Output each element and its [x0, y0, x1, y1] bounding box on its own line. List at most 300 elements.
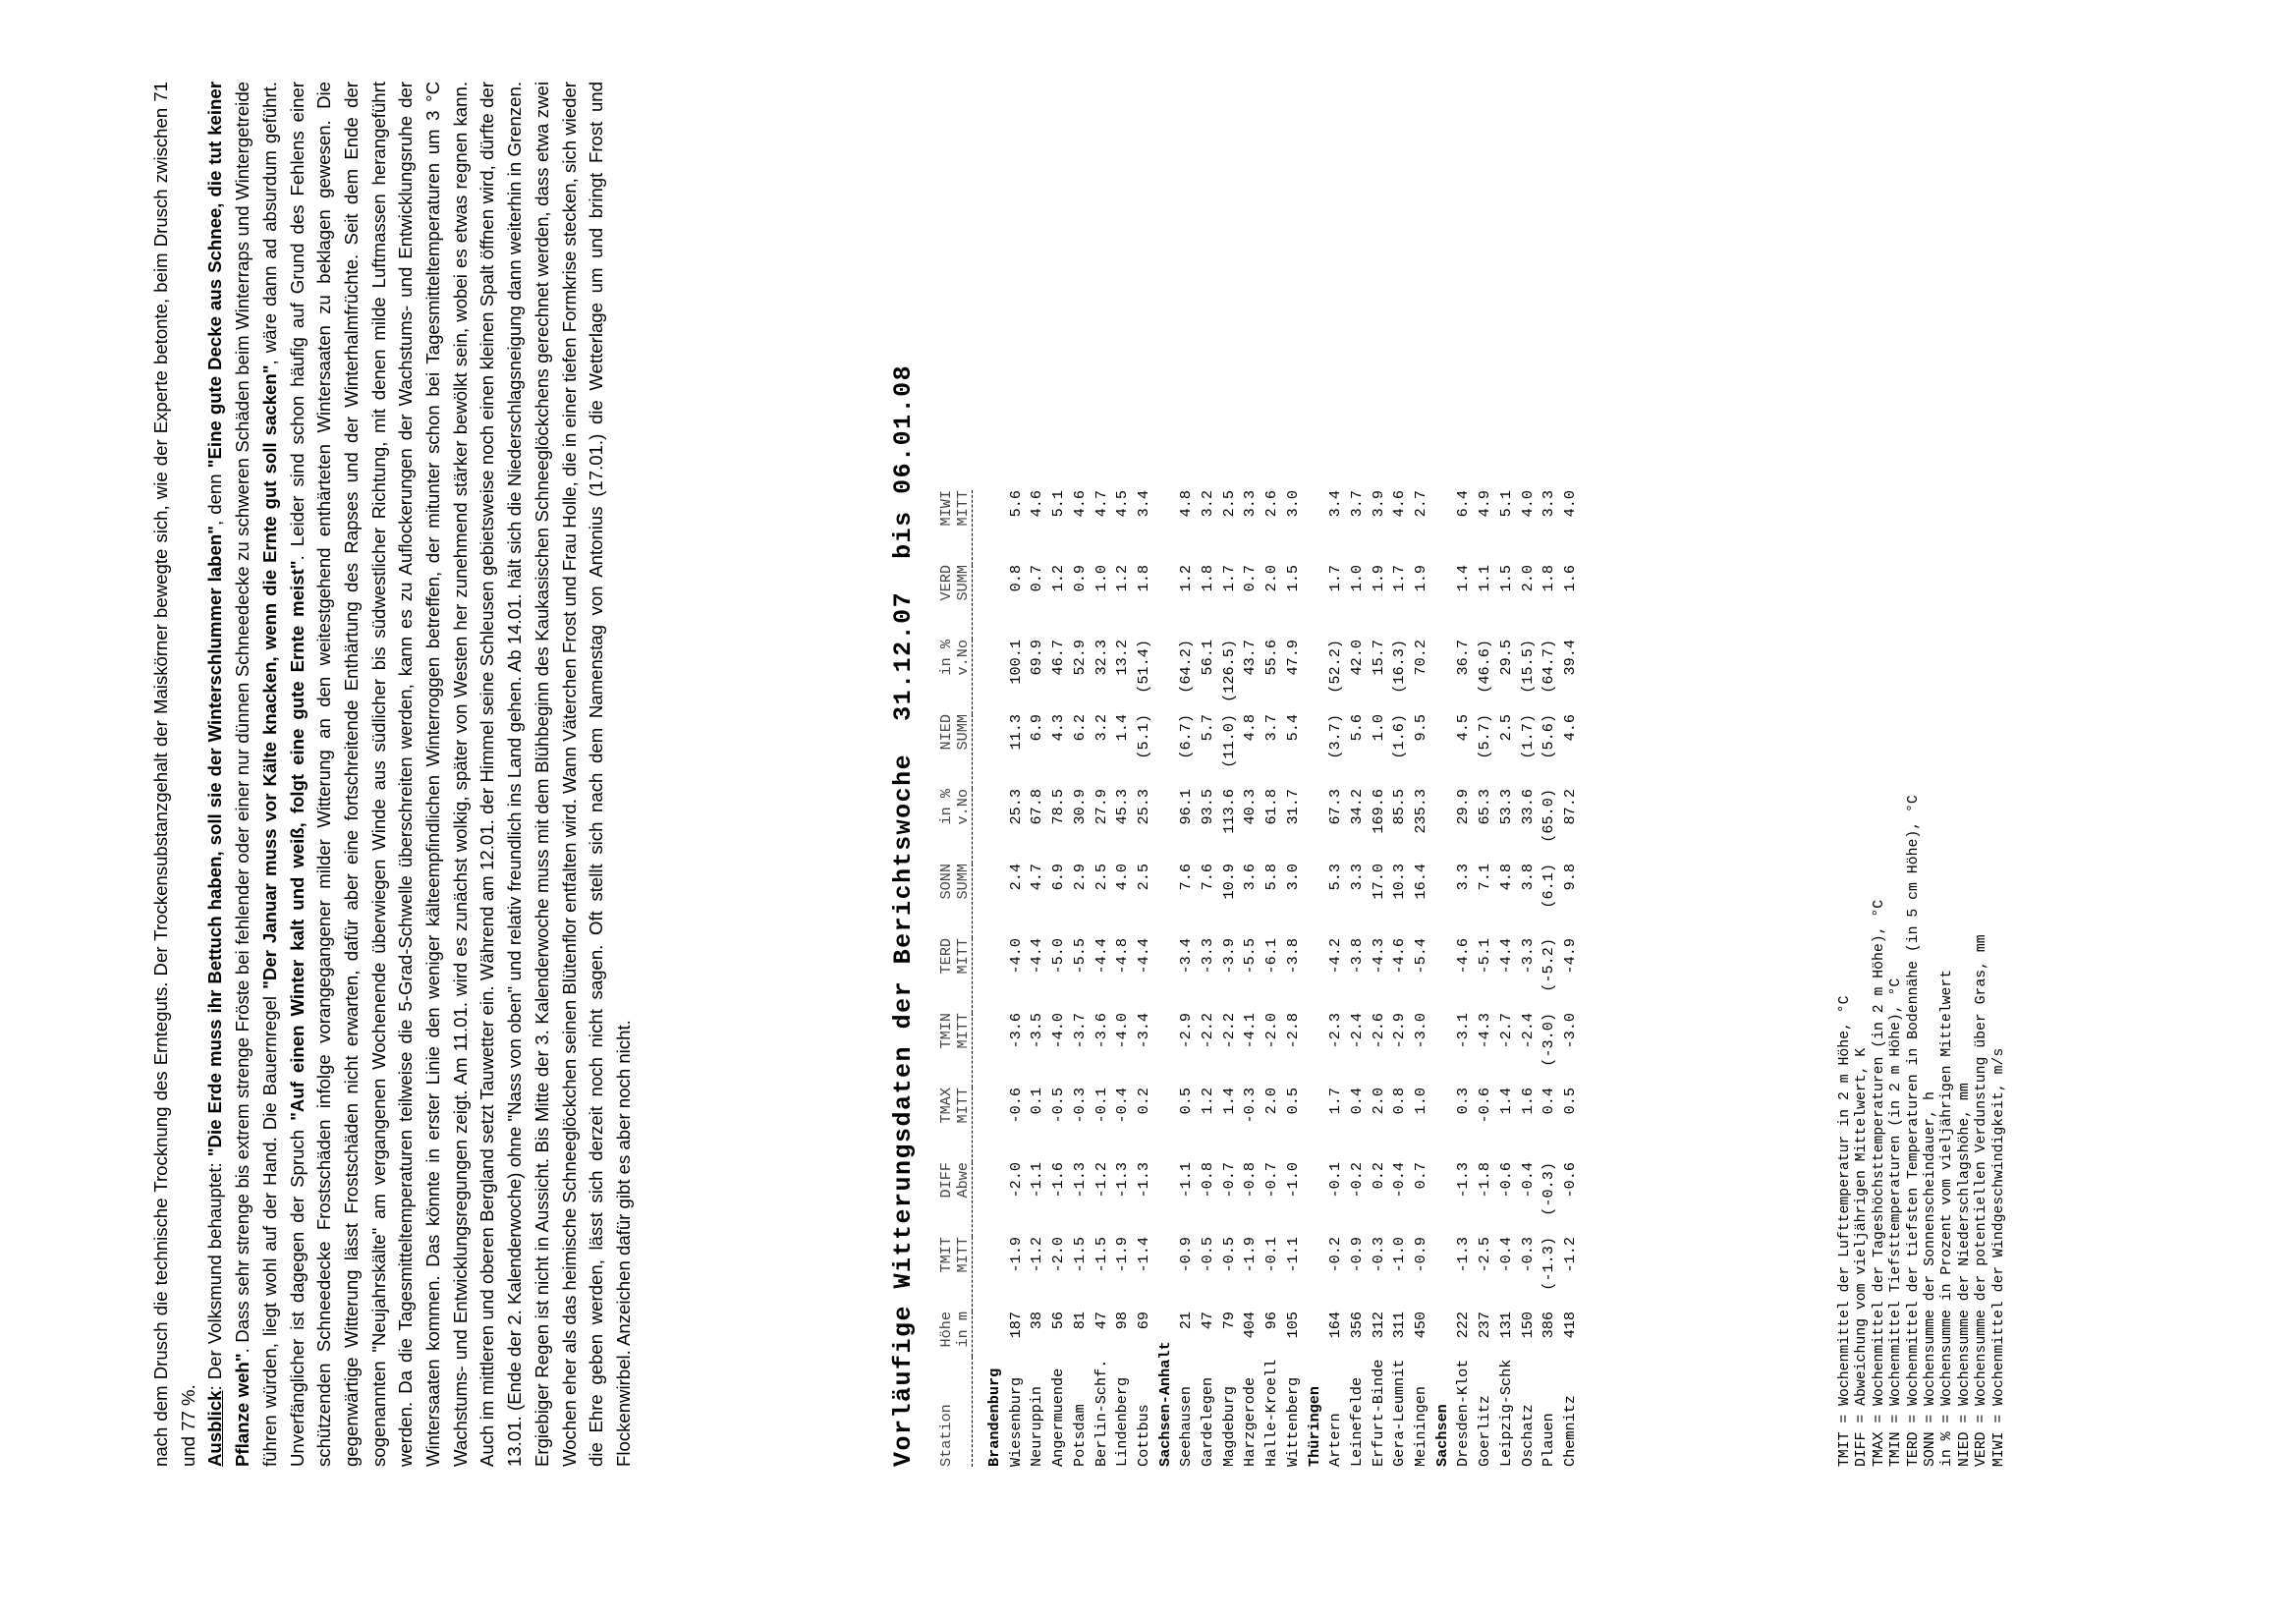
table-cell: -1.3	[1134, 1162, 1152, 1199]
table-cell: -3.8	[1347, 938, 1366, 975]
table-cell: (5.7)	[1476, 714, 1494, 759]
table-cell: -4.2	[1326, 938, 1345, 975]
table-cell: 67.8	[1028, 789, 1046, 825]
table-cell: 2.5	[1219, 490, 1238, 518]
table-cell: -0.3	[1369, 1237, 1387, 1273]
article-text	[147, 82, 638, 1467]
table-cell: 36.7	[1454, 640, 1473, 676]
table-cell: 43.7	[1241, 640, 1260, 676]
table-cell: -0.4	[1390, 1162, 1409, 1199]
legend-line: VERD = Wochensumme der potentiellen Verdunstung über Gras, mm	[1974, 934, 1990, 1467]
table-cell: 7.6	[1199, 864, 1217, 891]
outlook-label: Ausblick	[204, 1390, 226, 1467]
table-cell: -5.4	[1412, 938, 1430, 975]
table-cell: 4.7	[1092, 490, 1110, 518]
table-row	[1070, 490, 1092, 1467]
table-cell: -3.9	[1219, 938, 1238, 975]
table-cell: 131	[1496, 1312, 1515, 1339]
table-cell: 47	[1199, 1312, 1217, 1330]
table-cell: 1.5	[1283, 565, 1302, 592]
table-cell: 1.4	[1496, 1088, 1515, 1115]
table-cell: 87.2	[1560, 789, 1579, 825]
table-cell: 1.9	[1369, 565, 1387, 592]
table-cell: 40.3	[1241, 789, 1260, 825]
table-row	[1518, 490, 1540, 1467]
table-cell: -0.1	[1262, 1237, 1281, 1273]
table-cell: 6.4	[1454, 490, 1473, 518]
column-header: Höhe in m	[937, 1312, 972, 1348]
table-cell: 10.3	[1390, 864, 1409, 900]
table-cell: -1.1	[1283, 1237, 1302, 1273]
table-cell: 1.4	[1219, 1088, 1238, 1115]
table-cell: -3.4	[1177, 938, 1196, 975]
column-header: VERD SUMM	[937, 565, 972, 601]
state-group-row	[1305, 490, 1326, 1467]
table-cell: 1.7	[1326, 565, 1345, 592]
table-cell: 5.6	[1006, 490, 1025, 518]
table-cell: -4.6	[1454, 938, 1473, 975]
table-cell: 5.1	[1496, 490, 1515, 518]
table-cell: 150	[1518, 1312, 1537, 1339]
table-cell: 235.3	[1412, 789, 1430, 834]
table-cell: -0.2	[1326, 1237, 1345, 1273]
table-row	[1369, 490, 1390, 1467]
table-cell: (5.1)	[1134, 714, 1152, 759]
station-name: Artern	[1326, 1413, 1345, 1467]
table-row	[1240, 490, 1261, 1467]
table-cell: -4.0	[1049, 1013, 1068, 1049]
legend-line: TMAX = Wochenmittel der Tageshöchsttemperaturen (in 2 m Höhe), °C	[1871, 899, 1887, 1467]
table-row	[1475, 490, 1496, 1467]
table-cell: -4.0	[1006, 938, 1025, 975]
table-cell: 65.3	[1476, 789, 1494, 825]
table-header-row	[938, 490, 973, 1467]
column-header: TMIT MITT	[937, 1237, 972, 1273]
table-cell: -2.0	[1006, 1162, 1025, 1199]
table-cell: 5.1	[1049, 490, 1068, 518]
table-cell: (3.7)	[1326, 714, 1345, 759]
table-cell: 25.3	[1134, 789, 1152, 825]
table-cell: 2.6	[1262, 490, 1281, 518]
table-cell: 1.0	[1412, 1088, 1430, 1115]
table-cell: -1.2	[1028, 1237, 1046, 1273]
table-cell: 418	[1560, 1312, 1579, 1339]
table-cell: -0.6	[1496, 1162, 1515, 1199]
table-cell: -0.8	[1199, 1162, 1217, 1199]
table-cell: 1.8	[1540, 565, 1558, 592]
legend-line: SONN = Wochensumme der Sonnenscheindauer, h	[1923, 1091, 1939, 1467]
table-cell: (126.5)	[1219, 640, 1238, 702]
table-cell: 1.7	[1219, 565, 1238, 592]
table-cell: 3.4	[1326, 490, 1345, 518]
table-cell: 2.0	[1369, 1088, 1387, 1115]
table-cell: -1.5	[1092, 1237, 1110, 1273]
table-cell: -3.4	[1134, 1013, 1152, 1049]
table-cell: -4.8	[1113, 938, 1132, 975]
table-cell: 47	[1092, 1312, 1110, 1330]
weather-data-table	[938, 490, 1582, 1467]
column-header: DIFF Abwe	[937, 1162, 972, 1199]
table-cell: -5.1	[1476, 938, 1494, 975]
table-cell: 6.2	[1070, 714, 1089, 742]
table-cell: -0.4	[1113, 1088, 1132, 1124]
table-cell: -3.1	[1454, 1013, 1473, 1049]
table-cell: 6.9	[1049, 864, 1068, 891]
table-cell: 52.9	[1070, 640, 1089, 676]
table-cell: 0.8	[1390, 1088, 1409, 1115]
table-cell: 312	[1369, 1312, 1387, 1339]
station-name: Oschatz	[1518, 1404, 1537, 1467]
table-cell: -2.0	[1049, 1237, 1068, 1273]
table-cell: 0.7	[1028, 565, 1046, 592]
table-cell: -4.6	[1390, 938, 1409, 975]
table-cell: 5.4	[1283, 714, 1302, 742]
table-cell: 10.9	[1219, 864, 1238, 900]
table-cell: 1.7	[1326, 1088, 1345, 1115]
table-cell: 2.0	[1262, 565, 1281, 592]
table-cell: 2.4	[1006, 864, 1025, 891]
table-cell: 0.4	[1347, 1088, 1366, 1115]
table-cell: 5.3	[1326, 864, 1345, 891]
table-cell: 45.3	[1113, 789, 1132, 825]
table-cell: (46.6)	[1476, 640, 1494, 694]
proverb-bettuch: "Die Erde muss ihr Bettuch haben, soll sie der Winterschlummer laben"	[204, 525, 226, 1157]
table-cell: 356	[1347, 1312, 1366, 1339]
table-cell: (65.0)	[1540, 789, 1558, 843]
station-name: Cottbus	[1134, 1404, 1152, 1467]
table-cell: 93.5	[1199, 789, 1217, 825]
table-cell: 38	[1028, 1312, 1046, 1330]
table-cell: 5.8	[1262, 864, 1281, 891]
table-cell: 222	[1454, 1312, 1473, 1339]
table-cell: -0.8	[1241, 1162, 1260, 1199]
station-name: Wittenberg	[1283, 1376, 1302, 1467]
table-cell: 15.7	[1369, 640, 1387, 676]
table-cell: -3.3	[1518, 938, 1537, 975]
table-cell: -2.2	[1219, 1013, 1238, 1049]
table-cell: 30.9	[1070, 789, 1089, 825]
table-cell: -0.1	[1326, 1162, 1345, 1199]
table-cell: 1.0	[1347, 565, 1366, 592]
table-cell: 3.2	[1092, 714, 1110, 742]
table-cell: 7.1	[1476, 864, 1494, 891]
proverb-januar: "Der Januar muss vor Kälte knacken, wenn die Ernte gut soll sacken"	[258, 364, 280, 989]
table-cell: -3.6	[1006, 1013, 1025, 1049]
table-cell: -2.9	[1390, 1013, 1409, 1049]
table-cell: 4.8	[1496, 864, 1515, 891]
column-header: TERD MITT	[937, 938, 972, 975]
station-name: Plauen	[1540, 1413, 1558, 1467]
table-cell: 1.8	[1134, 565, 1152, 592]
table-cell: 81	[1070, 1312, 1089, 1330]
table-cell: 3.7	[1347, 490, 1366, 518]
table-cell: 4.7	[1028, 864, 1046, 891]
table-cell: (-0.3)	[1540, 1162, 1558, 1216]
table-cell: -0.2	[1347, 1162, 1366, 1199]
table-cell: 4.6	[1028, 490, 1046, 518]
table-cell: 79	[1219, 1312, 1238, 1330]
station-name: Potsdam	[1070, 1404, 1089, 1467]
proverb-schnee: "Eine gute Decke aus Schnee, die tut keiner Pflanze weh"	[204, 82, 253, 1467]
table-cell: 0.5	[1177, 1088, 1196, 1115]
table-cell: 32.3	[1092, 640, 1110, 676]
table-cell: (51.4)	[1134, 640, 1152, 694]
table-cell: -1.6	[1049, 1162, 1068, 1199]
header-separator	[973, 490, 985, 1467]
table-cell: -0.3	[1241, 1088, 1260, 1124]
table-cell: 0.5	[1283, 1088, 1302, 1115]
table-cell: 0.3	[1454, 1088, 1473, 1115]
table-cell: -4.4	[1496, 938, 1515, 975]
station-name: Erfurt-Binde	[1369, 1359, 1387, 1467]
table-cell: 69	[1134, 1312, 1152, 1330]
state-group-row	[984, 490, 1006, 1467]
table-cell: -3.6	[1092, 1013, 1110, 1049]
table-cell: 2.5	[1134, 864, 1152, 891]
table-row	[1198, 490, 1219, 1467]
station-name: Goerlitz	[1476, 1395, 1494, 1467]
legend-line: TERD = Wochenmittel der tiefsten Temperaturen in Bodennähe (in 5 cm Höhe), °C	[1905, 795, 1922, 1467]
table-cell: 4.5	[1454, 714, 1473, 742]
table-row	[1176, 490, 1198, 1467]
table-cell: 4.6	[1560, 714, 1579, 742]
table-cell: 0.7	[1412, 1162, 1430, 1190]
table-cell: -2.4	[1347, 1013, 1366, 1049]
table-cell: 1.0	[1369, 714, 1387, 742]
table-cell: 311	[1390, 1312, 1409, 1339]
column-header: TMIN MITT	[937, 1013, 972, 1049]
table-cell: 1.0	[1092, 565, 1110, 592]
table-cell: -3.0	[1412, 1013, 1430, 1049]
table-row	[1560, 490, 1582, 1467]
table-cell: (6.1)	[1540, 864, 1558, 909]
table-row	[1347, 490, 1369, 1467]
table-cell: 16.4	[1412, 864, 1430, 900]
table-cell: -4.3	[1369, 938, 1387, 975]
station-name: Gera-Leumnit	[1390, 1359, 1409, 1467]
table-cell: -1.0	[1283, 1162, 1302, 1199]
table-cell: 39.4	[1560, 640, 1579, 676]
table-cell: 450	[1412, 1312, 1430, 1339]
legend-line: DIFF = Abweichung vom vieljährigen Mittelwert, K	[1854, 1047, 1871, 1467]
table-cell: -1.9	[1006, 1237, 1025, 1273]
table-cell: 4.9	[1476, 490, 1494, 518]
table-row	[1496, 490, 1518, 1467]
table-cell: 0.1	[1028, 1088, 1046, 1115]
table-cell: 3.8	[1518, 864, 1537, 891]
table-row	[1219, 490, 1241, 1467]
table-cell: 96	[1262, 1312, 1281, 1330]
table-row	[1411, 490, 1432, 1467]
table-cell: 17.0	[1369, 864, 1387, 900]
table-cell: 9.5	[1412, 714, 1430, 742]
table-cell: -5.5	[1241, 938, 1260, 975]
table-cell: -4.1	[1241, 1013, 1260, 1049]
station-name: Lindenberg	[1113, 1376, 1132, 1467]
table-cell: 3.0	[1283, 864, 1302, 891]
table-cell: (16.3)	[1390, 640, 1409, 694]
table-cell: (11.0)	[1219, 714, 1238, 768]
table-cell: -2.0	[1262, 1013, 1281, 1049]
table-row	[1134, 490, 1155, 1467]
legend-line: TMIN = Wochenmittel Tiefsttemperaturen (in 2 m Höhe), °C	[1888, 977, 1905, 1467]
table-cell: 3.3	[1540, 490, 1558, 518]
table-cell: -0.3	[1070, 1088, 1089, 1124]
legend-line: NIED = Wochensumme der Niederschlagshöhe, mm	[1956, 1083, 1973, 1467]
table-cell: -1.8	[1476, 1162, 1494, 1199]
table-cell: 164	[1326, 1312, 1345, 1339]
table-cell: (-1.3)	[1540, 1237, 1558, 1291]
table-cell: 1.9	[1412, 565, 1430, 592]
state-group-row	[1155, 490, 1177, 1467]
table-cell: -0.7	[1262, 1162, 1281, 1199]
table-cell: 3.4	[1134, 490, 1152, 518]
table-cell: -0.4	[1518, 1162, 1537, 1199]
station-name: Dresden-Klot	[1454, 1359, 1473, 1467]
legend-line: MIWI = Wochenmittel der Windgeschwindigkeit, m/s	[1990, 1047, 2007, 1467]
table-cell: -2.7	[1496, 1013, 1515, 1049]
state-name: Brandenburg	[985, 1368, 1003, 1467]
table-cell: 34.2	[1347, 789, 1366, 825]
table-cell: -6.1	[1262, 938, 1281, 975]
table-cell: -3.7	[1070, 1013, 1089, 1049]
table-cell: -1.2	[1092, 1162, 1110, 1199]
table-cell: 2.5	[1496, 714, 1515, 742]
table-row	[1112, 490, 1134, 1467]
column-header: TMAX MITT	[937, 1088, 972, 1124]
table-cell: 70.2	[1412, 640, 1430, 676]
table-cell: -4.4	[1028, 938, 1046, 975]
table-cell: -2.8	[1283, 1013, 1302, 1049]
paragraph-outlook: Ausblick: Der Volksmund behauptet: "Die Erde muss ihr Bettuch haben, soll sie der Winterschlummer laben", denn "Eine gute Decke aus Schnee, die tut keiner Pflanze weh". Dass sehr strenge bis extrem strenge Fröste bei fehlender oder einer nur dünnen Schneedecke zu schweren Schäden beim Winterraps und Wintergetreide führen würden, liegt wohl auf der Hand. Die Bauernregel "Der Januar muss vor Kälte knacken, wenn die Ernte gut soll sacken", wäre dann ad absurdum geführt. Unverfänglicher ist dagegen der Spruch "Auf einen Winter kalt und weiß, folgt eine gute Ernte meist". Leider sind schon häufig auf Grund des Fehlens einer schützenden Schneedecke Frostschäden infolge vorangegangener milder Witterung an den weitestgehend enthärteten Wintersaaten zu beklagen gewesen. Die gegenwärtige Witterung lässt Frostschäden nicht erwarten, dafür aber eine fortschreitende Enthärtung des Rapses und der Winterhalmfrüchte. Seit dem Ende der sogenannten "Neujahrskälte" am vergangenen Wochenende überwiegen Winde aus südlicher bis südwestlicher Richtung, mit denen milde Luftmassen herangeführt werden. Da die Tagesmitteltemperaturen teilweise die 5-Grad-Schwelle überschreiten werden, kann es zu Auflockerungen der Wachstums- und Entwicklungsruhe der Wintersaaten kommen. Das könnte in erster Linie den weniger kälteempfindlichen Winterroggen betreffen, der mitunter schon bei Tagesmitteltemperaturen um 3 °C Wachstums- und Entwicklungsregungen zeigt. Am 11.01. wird es zunächst wolkig, später von Westen her zunehmend stärker bewölkt sein, wobei es etwas regnen kann. Auch im mittleren und oberen Bergland setzt Tauwetter ein. Während am 12.01. der Himmel seine Schleusen gebietsweise noch einen kleinen Spalt öffnen wird, dürfte der 13.01. (Ende der 2. Kalenderwoche) ohne "Nass von oben" und relativ freundlich ins Land gehen. Ab 14.01. hält sich die Niederschlagsneigung dann weiterhin in Grenzen. Ergiebiger Regen ist nicht in Aussicht. Bis Mitte der 3. Kalenderwoche muss mit dem Blühbeginn des Kaukasischen Schneeglöckchens gerechnet werden, dass etwa zwei Wochen eher als das heimische Schneeglöckchen seinen Blütenflor entfalten wird. Wann Väterchen Frost und Frau Holle, die in einer tiefen Formkrise stecken, sich wieder die Ehre geben werden, lässt sich derzeit noch nicht sagen. Oft stellt sich nach dem Namenstag von Antonius (17.01.) die Wetterlage um und bringt Frost und Flockenwirbel. Anzeichen dafür gibt es aber noch nicht.	[204, 82, 634, 1467]
table-cell: -0.3	[1518, 1237, 1537, 1273]
table-row	[1092, 490, 1113, 1467]
table-cell: (52.2)	[1326, 640, 1345, 694]
table-cell: 78.5	[1049, 789, 1068, 825]
table-cell: 2.9	[1070, 864, 1089, 891]
station-name: Wiesenburg	[1006, 1376, 1025, 1467]
table-cell: -4.9	[1560, 938, 1579, 975]
table-cell: -4.0	[1113, 1013, 1132, 1049]
table-cell: 4.3	[1049, 714, 1068, 742]
table-cell: (-5.2)	[1540, 938, 1558, 992]
table-cell: -2.3	[1326, 1013, 1345, 1049]
table-cell: 2.5	[1092, 864, 1110, 891]
table-cell: 237	[1476, 1312, 1494, 1339]
station-name: Gardelegen	[1199, 1376, 1217, 1467]
table-cell: 3.7	[1262, 714, 1281, 742]
table-cell: 61.8	[1262, 789, 1281, 825]
table-cell: -1.3	[1454, 1237, 1473, 1273]
table-cell: -4.4	[1092, 938, 1110, 975]
table-cell: -2.4	[1518, 1013, 1537, 1049]
table-cell: 4.5	[1113, 490, 1132, 518]
table-cell: 53.3	[1496, 789, 1515, 825]
table-cell: (1.6)	[1390, 714, 1409, 759]
table-cell: 42.0	[1347, 640, 1366, 676]
table-cell: 404	[1241, 1312, 1260, 1339]
table-cell: 33.6	[1518, 789, 1537, 825]
column-header: in % v.No	[937, 640, 972, 676]
table-cell: (15.5)	[1518, 640, 1537, 694]
table-cell: 4.8	[1177, 490, 1196, 518]
table-cell: 3.6	[1241, 864, 1260, 891]
table-cell: 1.1	[1476, 565, 1494, 592]
column-header: NIED SUMM	[937, 714, 972, 751]
column-header: in % v.No	[937, 789, 972, 825]
table-cell: (64.7)	[1540, 640, 1558, 694]
table-row	[1027, 490, 1048, 1467]
table-cell: 2.7	[1412, 490, 1430, 518]
table-cell: -2.6	[1369, 1013, 1387, 1049]
table-cell: 4.0	[1518, 490, 1537, 518]
table-cell: -4.3	[1476, 1013, 1494, 1049]
column-header: Station	[937, 1404, 955, 1467]
table-cell: 46.7	[1049, 640, 1068, 676]
table-cell: 56.1	[1199, 640, 1217, 676]
table-cell: -1.4	[1134, 1237, 1152, 1273]
table-row	[1283, 490, 1305, 1467]
table-cell: 1.2	[1113, 565, 1132, 592]
table-cell: 1.2	[1177, 565, 1196, 592]
table-cell: 0.8	[1006, 565, 1025, 592]
table-cell: 85.5	[1390, 789, 1409, 825]
table-cell: 29.5	[1496, 640, 1515, 676]
weather-table-title: Vorläufige Witterungsdaten der Berichtswoche 31.12.07 bis 06.01.08	[889, 363, 918, 1467]
table-cell: -4.4	[1134, 938, 1152, 975]
table-cell: 3.0	[1283, 490, 1302, 518]
table-cell: 0.7	[1241, 565, 1260, 592]
table-cell: 9.8	[1560, 864, 1579, 891]
table-cell: 96.1	[1177, 789, 1196, 825]
table-cell: -0.6	[1476, 1088, 1494, 1124]
table-cell: -2.5	[1476, 1237, 1494, 1273]
table-cell: 169.6	[1369, 789, 1387, 834]
table-cell: 27.9	[1092, 789, 1110, 825]
table-cell: (5.6)	[1540, 714, 1558, 759]
table-row	[1048, 490, 1070, 1467]
table-cell: 69.9	[1028, 640, 1046, 676]
station-name: Neuruppin	[1028, 1385, 1046, 1467]
table-cell: -1.3	[1454, 1162, 1473, 1199]
table-cell: 11.3	[1006, 714, 1025, 751]
table-cell: 6.9	[1028, 714, 1046, 742]
table-cell: 29.9	[1454, 789, 1473, 825]
table-cell: 4.8	[1241, 714, 1260, 742]
table-cell: 1.5	[1496, 565, 1515, 592]
table-cell: -1.0	[1390, 1237, 1409, 1273]
table-cell: 3.9	[1369, 490, 1387, 518]
station-name: Magdeburg	[1219, 1385, 1238, 1467]
station-name: Halle-Kroell	[1262, 1359, 1281, 1467]
table-cell: 1.2	[1049, 565, 1068, 592]
station-name: Harzgerode	[1241, 1376, 1260, 1467]
table-cell: -2.2	[1199, 1013, 1217, 1049]
table-cell: -1.1	[1028, 1162, 1046, 1199]
station-name: Angermuende	[1049, 1368, 1068, 1467]
table-cell: 4.6	[1390, 490, 1409, 518]
table-cell: 1.4	[1454, 565, 1473, 592]
table-cell: -0.9	[1177, 1237, 1196, 1273]
table-cell: 67.3	[1326, 789, 1345, 825]
table-cell: 4.0	[1560, 490, 1579, 518]
table-cell: 0.2	[1134, 1088, 1152, 1115]
table-cell: -3.8	[1283, 938, 1302, 975]
table-cell: 56	[1049, 1312, 1068, 1330]
legend-line: TMIT = Wochenmittel der Lufttemperatur in 2 m Höhe, °C	[1837, 995, 1853, 1467]
paragraph-harvest: nach dem Drusch die technische Trocknung des Ernteguts. Der Trockensubstanzgehalt der Maiskörner bewegte sich, wie der Experte betonte, beim Drusch zwischen 71 und 77 %.	[150, 82, 198, 1467]
table-cell: -1.1	[1177, 1162, 1196, 1199]
